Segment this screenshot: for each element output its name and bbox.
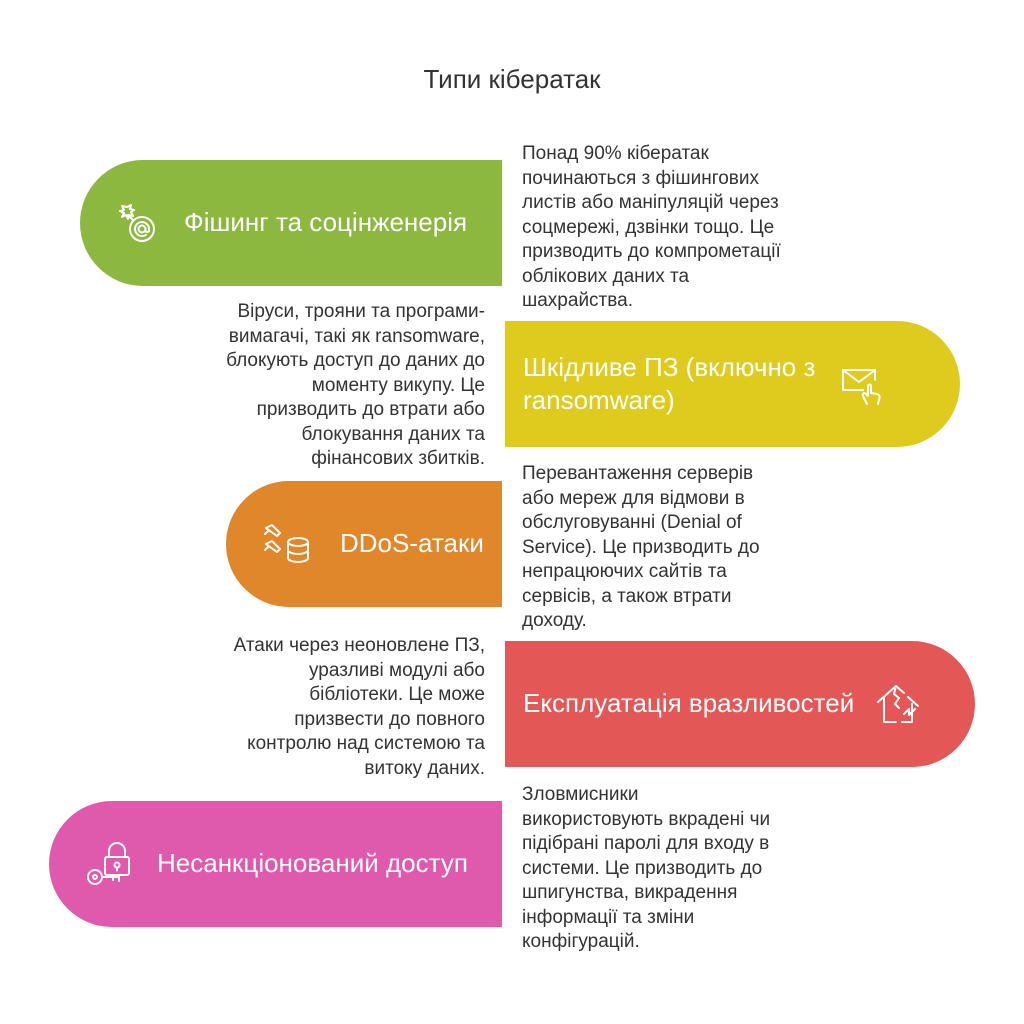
pill-label-malware: Шкідливе ПЗ (включно з ransomware) xyxy=(523,351,816,415)
pill-phishing xyxy=(80,160,502,286)
pill-label-exploit: Експлуатація вразливостей xyxy=(523,688,855,719)
pill-malware xyxy=(505,321,960,447)
description-ddos: Перевантаження серверів або мереж для відмови в обслуговуванні (Denial of Service). Це призводить до непрацюючих сайтів та сервісів, а також втрати доходу. xyxy=(522,463,760,631)
pill-ddos xyxy=(226,481,502,607)
description-phishing: Понад 90% кібератак починаються з фішингових листів або маніпуляцій через соцмережі, дзвінки тощо. Це призводить до компрометації облікових даних та шахрайства. xyxy=(522,143,781,311)
pill-label-ddos: DDoS-атаки xyxy=(340,528,484,559)
key-lock-icon xyxy=(85,839,135,889)
description-exploit: Атаки через неоновлене ПЗ, уразливі модулі або бібліотеки. Це може призвести до повного контролю над системою та витоку даних. xyxy=(233,635,485,779)
pill-unauthorized xyxy=(49,801,502,927)
pill-label-phishing: Фішинг та соцінженерія xyxy=(184,207,468,238)
broken-house-icon xyxy=(874,680,922,728)
pill-label-unauthorized: Несанкціонований доступ xyxy=(157,848,468,879)
description-unauthorized: Зловмисники використовують вкрадені чи підібрані паролі для входу в системи. Це призводить до шпигунства, викрадення інформації та зміни конфігурацій. xyxy=(522,784,771,952)
diagram-title: Типи кібератак xyxy=(423,64,601,94)
mail-hand-icon xyxy=(837,360,885,408)
description-malware: Віруси, трояни та програми- вимагачі, такі як ransomware, блокують доступ до даних до моменту викупу. Це призводить до втрати або блокування даних та фінансових збитків. xyxy=(226,301,485,469)
bomb-at-icon xyxy=(116,201,160,245)
pill-exploit xyxy=(505,641,975,767)
missiles-database-icon xyxy=(262,522,312,566)
